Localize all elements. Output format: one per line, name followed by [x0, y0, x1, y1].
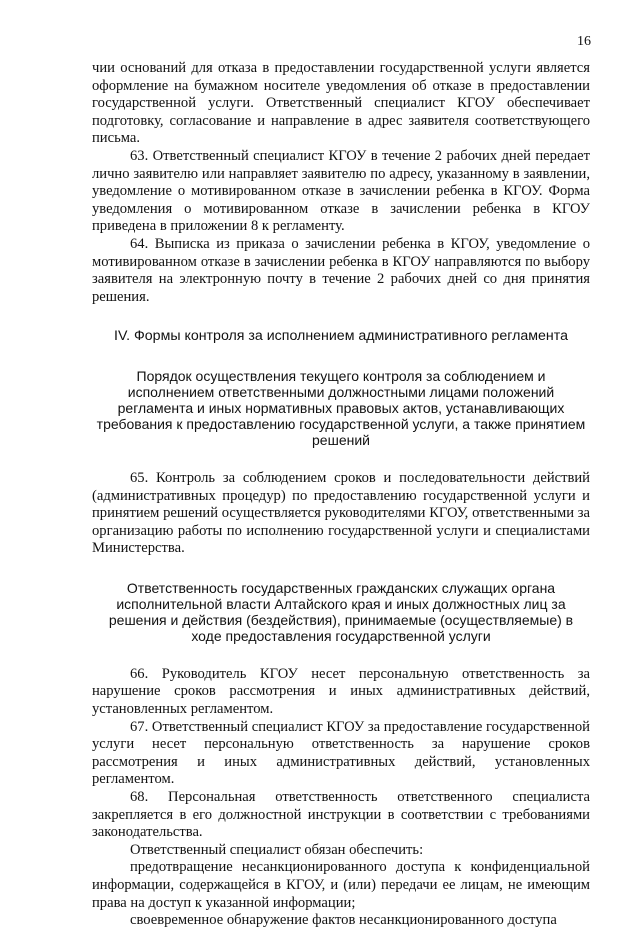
paragraph-67: 67. Ответственный специалист КГОУ за предоставление государственной услуги несет персональную ответственность за нарушение сроков рассмотрения и иных административных действий, установленных регламентом.: [92, 718, 590, 788]
paragraph-63: 63. Ответственный специалист КГОУ в течение 2 рабочих дней передает лично заявителю или направляет заявителю по адресу, указанному в заявлении, уведомление о мотивированном отказе в зачислении ребенка в КГОУ. Форма уведомления о мотивированном отказе в зачислении ребенка в КГОУ приведена в приложении 8 к регламенту.: [92, 147, 590, 235]
page-number: 16: [577, 34, 591, 49]
paragraph-65: 65. Контроль за соблюдением сроков и последовательности действий (административных процедур) по предоставлению государственной услуги и принятием решений осуществляется руководителями КГОУ, ответственными за организацию работы по исполнению государственной услуги и специалистами Министерства.: [92, 469, 590, 557]
subheading-responsibility: Ответственность государственных гражданских служащих органа исполнительной власти Алтайского края и иных должностных лиц за решения и действия (бездействия), принимаемые (осуществляемые) в ходе предоставления государственной услуги: [108, 579, 574, 644]
paragraph-68: 68. Персональная ответственность ответственного специалиста закрепляется в его должностной инструкции в соответствии с требованиями законодательства.: [92, 789, 590, 841]
list-item-prevention: предотвращение несанкционированного доступа к конфиденциальной информации, содержащейся в КГОУ, и (или) передачи ее лицам, не имеющим права на доступ к указанной информации;: [92, 859, 590, 911]
subheading-current-control: Порядок осуществления текущего контроля за соблюдением и исполнением ответственными должностными лицами положений регламента и иных нормативных правовых актов, устанавливающих требования к предоставлению государственной услуги, а также принятием решений: [96, 367, 586, 448]
section-heading: IV. Формы контроля за исполнением административного регламента: [114, 328, 568, 345]
paragraph-66: 66. Руководитель КГОУ несет персональную ответственность за нарушение сроков рассмотрения и иных административных действий, установленных регламентом.: [92, 665, 590, 718]
list-item-detection: своевременное обнаружение фактов несанкционированного доступа: [130, 912, 557, 929]
paragraph-obligations-intro: Ответственный специалист обязан обеспечить:: [130, 841, 424, 858]
paragraph-continuation: чии оснований для отказа в предоставлении государственной услуги является оформление на бумажном носителе уведомления об отказе в предоставлении государственной услуги. Ответственный специалист КГОУ обеспечивает подготовку, согласование и направление в адрес заявителя соответствующего письма.: [92, 60, 590, 147]
document-body: [92, 60, 590, 930]
paragraph-64: 64. Выписка из приказа о зачислении ребенка в КГОУ, уведомление о мотивированном отказе в зачислении ребенка в КГОУ направляются по выбору заявителя на электронную почту в течение 2 рабочих дней со дня принятия решения.: [92, 235, 590, 305]
